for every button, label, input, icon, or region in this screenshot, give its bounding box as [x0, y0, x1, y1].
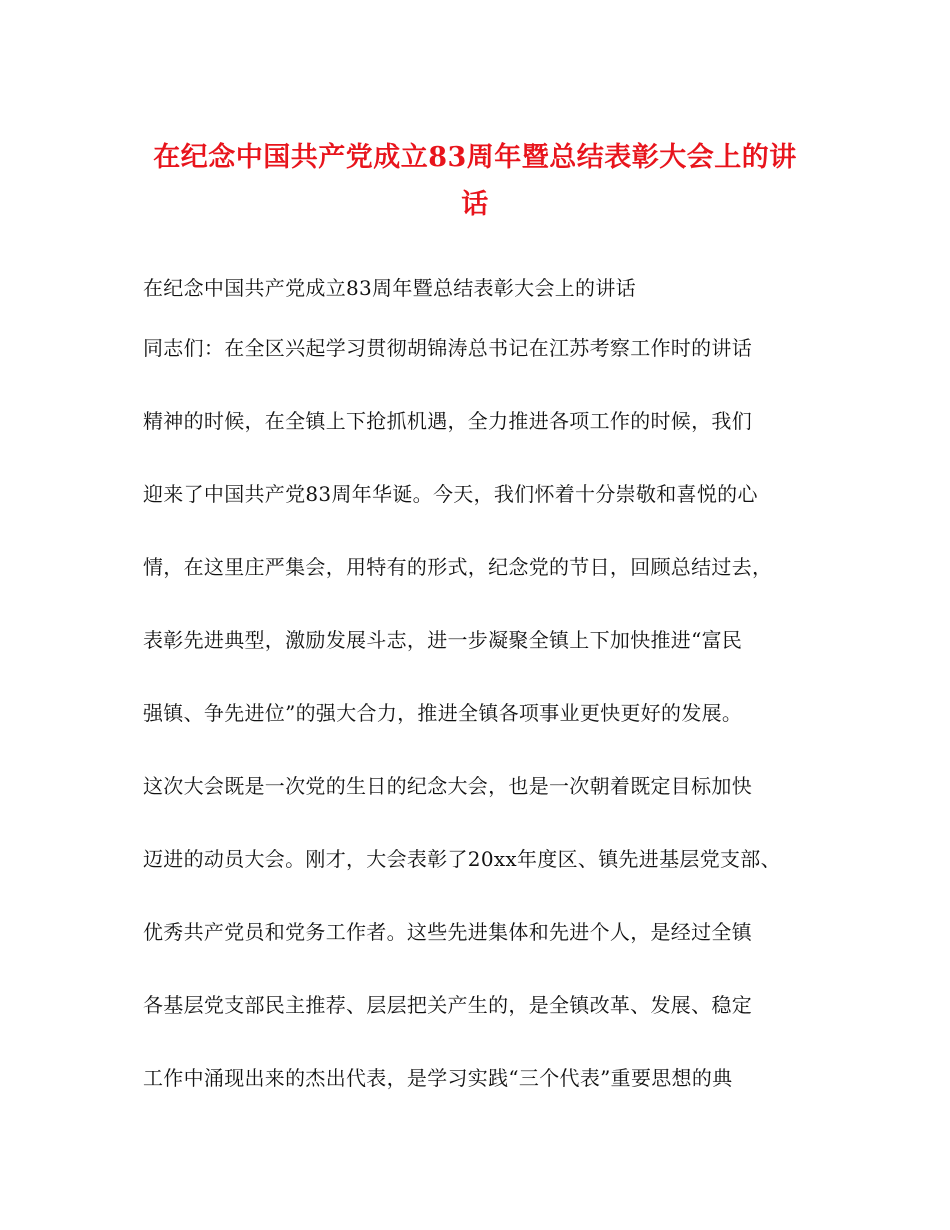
body-line: 情，在这里庄严集会，用特有的形式，纪念党的节日，回顾总结过去，	[143, 555, 773, 579]
body-line: 同志们：在全区兴起学习贯彻胡锦涛总书记在江苏考察工作时的讲话	[143, 336, 752, 360]
body-line: 优秀共产党员和党务工作者。这些先进集体和先进个人，是经过全镇	[143, 920, 752, 944]
body-line: 精神的时候，在全镇上下抢抓机遇，全力推进各项工作的时候，我们	[143, 409, 752, 433]
body-line: 工作中涌现出来的杰出代表，是学习实践“三个代表”重要思想的典	[143, 1066, 733, 1090]
body-line: 强镇、争先进位”的强大合力，推进全镇各项事业更快更好的发展。	[143, 701, 743, 725]
body-line: 迎来了中国共产党83周年华诞。今天，我们怀着十分崇敬和喜悦的心	[143, 482, 758, 506]
body-line: 这次大会既是一次党的生日的纪念大会，也是一次朝着既定目标加快	[143, 774, 752, 798]
body-line: 迈进的动员大会。刚才，大会表彰了20xx年度区、镇先进基层党支部、	[143, 847, 781, 871]
document-title-line-2: 话	[461, 189, 489, 220]
body-line: 各基层党支部民主推荐、层层把关产生的，是全镇改革、发展、稳定	[143, 993, 752, 1017]
document-title-line-1: 在纪念中国共产党成立83周年暨总结表彰大会上的讲	[153, 142, 797, 173]
body-line: 表彰先进典型，激励发展斗志，进一步凝聚全镇上下加快推进“富民	[143, 628, 743, 652]
document-subtitle: 在纪念中国共产党成立83周年暨总结表彰大会上的讲话	[143, 276, 636, 300]
